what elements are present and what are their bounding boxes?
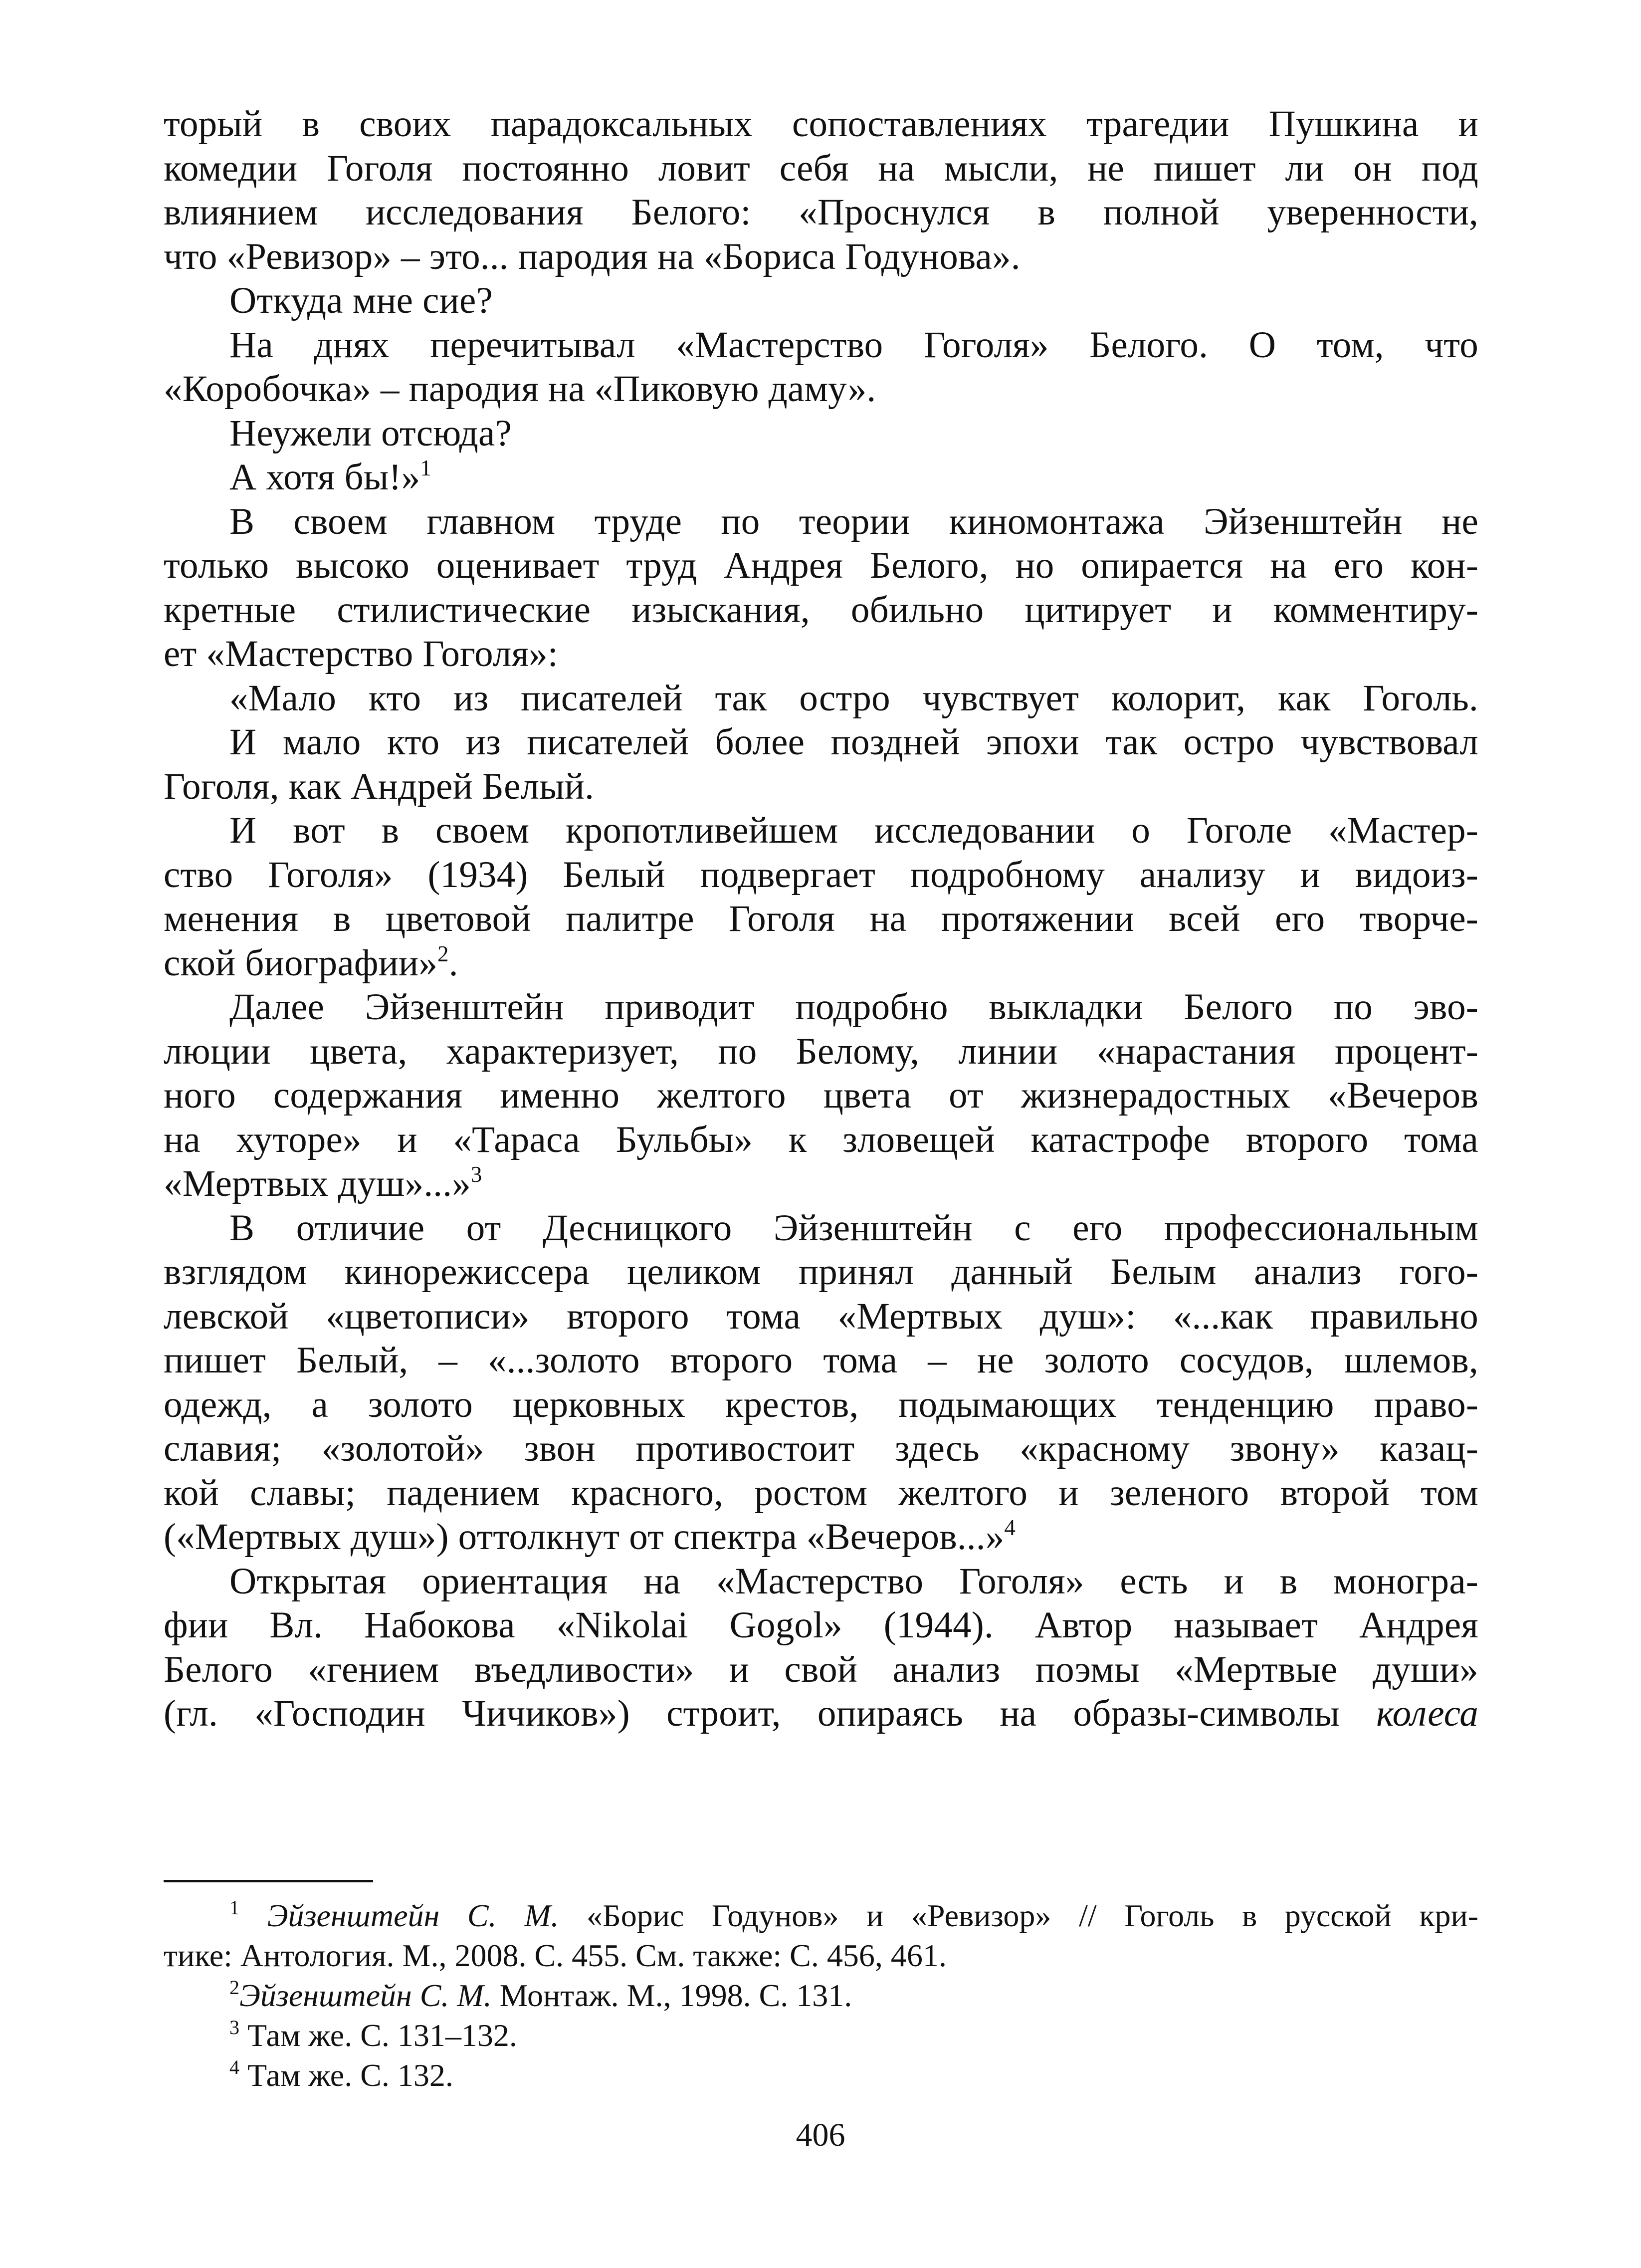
text-line: Гоголя, как Андрей Белый. bbox=[164, 765, 595, 807]
text-line bbox=[164, 1515, 1478, 1560]
text-line: кой славы; падением красного, ростом желтого и зеленого второй том bbox=[164, 1472, 1478, 1514]
footnote-text: Там же. С. 131–132. bbox=[247, 2018, 517, 2053]
text-line: Открытая ориентация на «Мастерство Гоголя» есть и в моногра- bbox=[229, 1560, 1478, 1602]
text-line: «Мало кто из писателей так остро чувствует колорит, как Гоголь. bbox=[229, 677, 1478, 719]
footnote-4 bbox=[164, 2055, 1478, 2095]
text-line: кретные стилистические изыскания, обильно цитирует и комментиру- bbox=[164, 589, 1478, 631]
text-line: ет «Мастерство Гоголя»: bbox=[164, 633, 558, 675]
footnote-mark: 1 bbox=[229, 1896, 239, 1919]
footnote-rule bbox=[164, 1880, 373, 1882]
footnotes bbox=[164, 1896, 1478, 2095]
text-line: В своем главном труде по теории киномонтажа Эйзенштейн не bbox=[229, 500, 1478, 542]
footnote-2 bbox=[164, 1976, 1478, 2016]
text-line: комедии Гоголя постоянно ловит себя на мысли, не пишет ли он под bbox=[164, 147, 1478, 189]
footnote-3 bbox=[164, 2016, 1478, 2055]
page-number: 406 bbox=[796, 2117, 845, 2153]
footnote-1-continuation: тике: Антология. М., 2008. С. 455. См. также: С. 456, 461. bbox=[164, 1938, 947, 1973]
text-line: взглядом кинорежиссера целиком принял данный Белым анализ гого- bbox=[164, 1251, 1478, 1293]
text-line: И мало кто из писателей более поздней эпохи так остро чувствовал bbox=[229, 721, 1478, 763]
footnote-1 bbox=[164, 1896, 1478, 1936]
body-text bbox=[164, 102, 1478, 1736]
text-line: на хуторе» и «Тараса Бульбы» к зловещей катастрофе второго тома bbox=[164, 1119, 1478, 1160]
text-line: фии Вл. Набокова «Nikolai Gogol» (1944). Автор называет Андрея bbox=[164, 1604, 1478, 1646]
text-line bbox=[164, 455, 1478, 500]
footnote-mark: 4 bbox=[229, 2056, 239, 2078]
text-line: Откуда мне сие? bbox=[229, 280, 493, 321]
text-line: На днях перечитывал «Мастерство Гоголя» Белого. О том, что bbox=[229, 324, 1478, 366]
footnote-text: Монтаж. М., 1998. С. 131. bbox=[499, 1978, 852, 2013]
text-line: торый в своих парадоксальных сопоставлениях трагедии Пушкина и bbox=[164, 103, 1478, 145]
text-line: славия; «золотой» звон противостоит здесь «красному звону» казац- bbox=[164, 1428, 1478, 1469]
text-fragment: А хотя бы!» bbox=[229, 456, 420, 498]
text-line: Далее Эйзенштейн приводит подробно выкладки Белого по эво- bbox=[229, 986, 1478, 1028]
text-line: Белого «гением въедливости» и свой анализ поэмы «Мертвые души» bbox=[164, 1648, 1478, 1690]
text-line: одежд, а золото церковных крестов, подымающих тенденцию право- bbox=[164, 1383, 1478, 1425]
text-line: ство Гоголя» (1934) Белый подвергает подробному анализу и видоиз- bbox=[164, 854, 1478, 896]
text-fragment: ской биографии» bbox=[164, 942, 438, 984]
footnote-author: Эйзенштейн С. М. bbox=[267, 1898, 559, 1933]
footnote-ref-1: 1 bbox=[420, 455, 432, 480]
footnote-ref-3: 3 bbox=[470, 1162, 482, 1187]
text-line bbox=[164, 1162, 1478, 1206]
text-fragment: «Мертвых душ»...» bbox=[164, 1163, 471, 1204]
text-fragment: . bbox=[448, 942, 458, 984]
footnote-mark: 3 bbox=[229, 2016, 239, 2039]
text-fragment: (гл. «Господин Чичиков») строит, опираясь на образы-символы bbox=[164, 1693, 1340, 1734]
text-line: И вот в своем кропотливейшем исследовании о Гоголе «Мастер- bbox=[229, 810, 1478, 851]
footnote-ref-4: 4 bbox=[1004, 1515, 1016, 1540]
text-line: ного содержания именно желтого цвета от жизнерадостных «Вечеров bbox=[164, 1075, 1478, 1116]
text-line: «Коробочка» – пародия на «Пиковую даму». bbox=[164, 368, 876, 410]
text-line: Неужели отсюда? bbox=[229, 412, 512, 454]
italic-word: колеса bbox=[1376, 1693, 1478, 1734]
text-line: менения в цветовой палитре Гоголя на протяжении всей его творче- bbox=[164, 898, 1478, 939]
text-line bbox=[164, 1692, 1478, 1736]
text-line: что «Ревизор» – это... пародия на «Бориса Годунова». bbox=[164, 235, 1021, 277]
footnote-ref-2: 2 bbox=[437, 941, 449, 966]
footnote-text: Там же. С. 132. bbox=[247, 2057, 453, 2093]
text-line bbox=[164, 941, 1478, 986]
text-line: люции цвета, характеризует, по Белому, линии «нарастания процент- bbox=[164, 1030, 1478, 1072]
text-line: пишет Белый, – «...золото второго тома – не золото сосудов, шлемов, bbox=[164, 1340, 1478, 1381]
text-line: В отличие от Десницкого Эйзенштейн с его профессиональным bbox=[229, 1207, 1478, 1249]
footnote-mark: 2 bbox=[229, 1976, 239, 1999]
text-line: только высоко оценивает труд Андрея Белого, но опирается на его кон- bbox=[164, 545, 1478, 586]
text-line: левской «цветописи» второго тома «Мертвых душ»: «...как правильно bbox=[164, 1295, 1478, 1337]
text-line: влиянием исследования Белого: «Проснулся в полной уверенности, bbox=[164, 192, 1478, 233]
text-fragment: («Мертвых душ») оттолкнут от спектра «Вечеров...» bbox=[164, 1516, 1005, 1558]
footnote-text: «Борис Годунов» и «Ревизор» // Гоголь в русской кри- bbox=[586, 1898, 1479, 1933]
footnote-author: Эйзенштейн С. М. bbox=[239, 1978, 492, 2013]
